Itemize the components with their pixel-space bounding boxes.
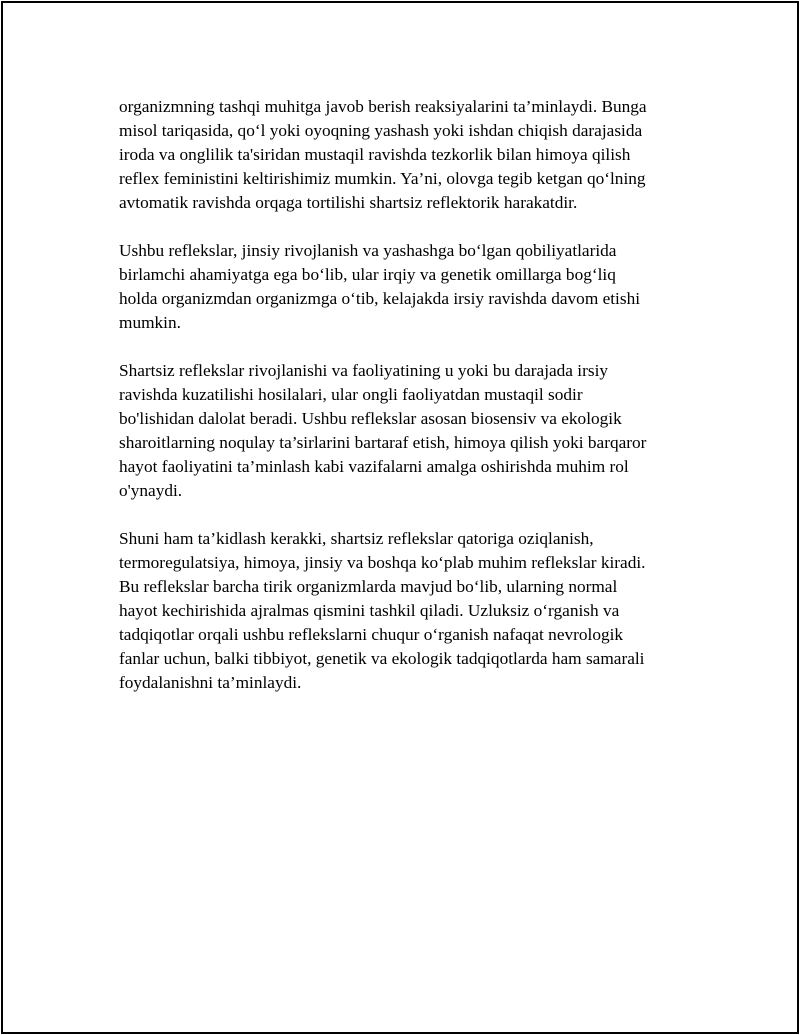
text-line: birlamchi ahamiyatga ega bo‘lib, ular irqiy va genetik omillarga bog‘liq: [119, 265, 616, 284]
text-line: Shuni ham ta’kidlash kerakki, shartsiz reflekslar qatoriga oziqlanish,: [119, 529, 594, 548]
text-line: tadqiqotlar orqali ushbu reflekslarni chuqur o‘rganish nafaqat nevrologik: [119, 625, 624, 644]
text-line: mumkin.: [119, 313, 181, 332]
text-line: fanlar uchun, balki tibbiyot, genetik va ekologik tadqiqotlarda ham samarali: [119, 649, 645, 668]
text-line: hayot kechirishida ajralmas qismini tashkil qiladi. Uzluksiz o‘rganish va: [119, 601, 620, 620]
paragraph-3: [119, 359, 699, 503]
document-body: [119, 95, 699, 719]
text-line: Ushbu reflekslar, jinsiy rivojlanish va yashashga bo‘lgan qobiliyatlarida: [119, 241, 617, 260]
text-line: holda organizmdan organizmga o‘tib, kelajakda irsiy ravishda davom etishi: [119, 289, 641, 308]
text-line: reflex feministini keltirishimiz mumkin. Ya’ni, olovga tegib ketgan qo‘lning: [119, 169, 646, 188]
text-line: Shartsiz reflekslar rivojlanishi va faoliyatining u yoki bu darajada irsiy: [119, 361, 609, 380]
text-line: organizmning tashqi muhitga javob berish reaksiyalarini ta’minlaydi. Bunga: [119, 97, 647, 116]
document-page: [1, 1, 799, 1034]
text-line: sharoitlarning noqulay ta’sirlarini bartaraf etish, himoya qilish yoki barqaror: [119, 433, 647, 452]
paragraph-4: [119, 527, 699, 695]
text-line: avtomatik ravishda orqaga tortilishi shartsiz reflektorik harakatdir.: [119, 193, 578, 212]
text-line: hayot faoliyatini ta’minlash kabi vazifalarni amalga oshirishda muhim rol: [119, 457, 629, 476]
text-line: bo'lishidan dalolat beradi. Ushbu reflekslar asosan biosensiv va ekologik: [119, 409, 622, 428]
text-line: iroda va onglilik ta'siridan mustaqil ravishda tezkorlik bilan himoya qilish: [119, 145, 631, 164]
paragraph-1: [119, 95, 699, 215]
text-line: o'ynaydi.: [119, 481, 183, 500]
text-line: foydalanishni ta’minlaydi.: [119, 673, 302, 692]
text-line: termoregulatsiya, himoya, jinsiy va boshqa ko‘plab muhim reflekslar kiradi.: [119, 553, 646, 572]
paragraph-2: [119, 239, 699, 335]
text-line: misol tariqasida, qo‘l yoki oyoqning yashash yoki ishdan chiqish darajasida: [119, 121, 643, 140]
text-line: ravishda kuzatilishi hosilalari, ular ongli faoliyatdan mustaqil sodir: [119, 385, 583, 404]
text-line: Bu reflekslar barcha tirik organizmlarda mavjud bo‘lib, ularning normal: [119, 577, 618, 596]
